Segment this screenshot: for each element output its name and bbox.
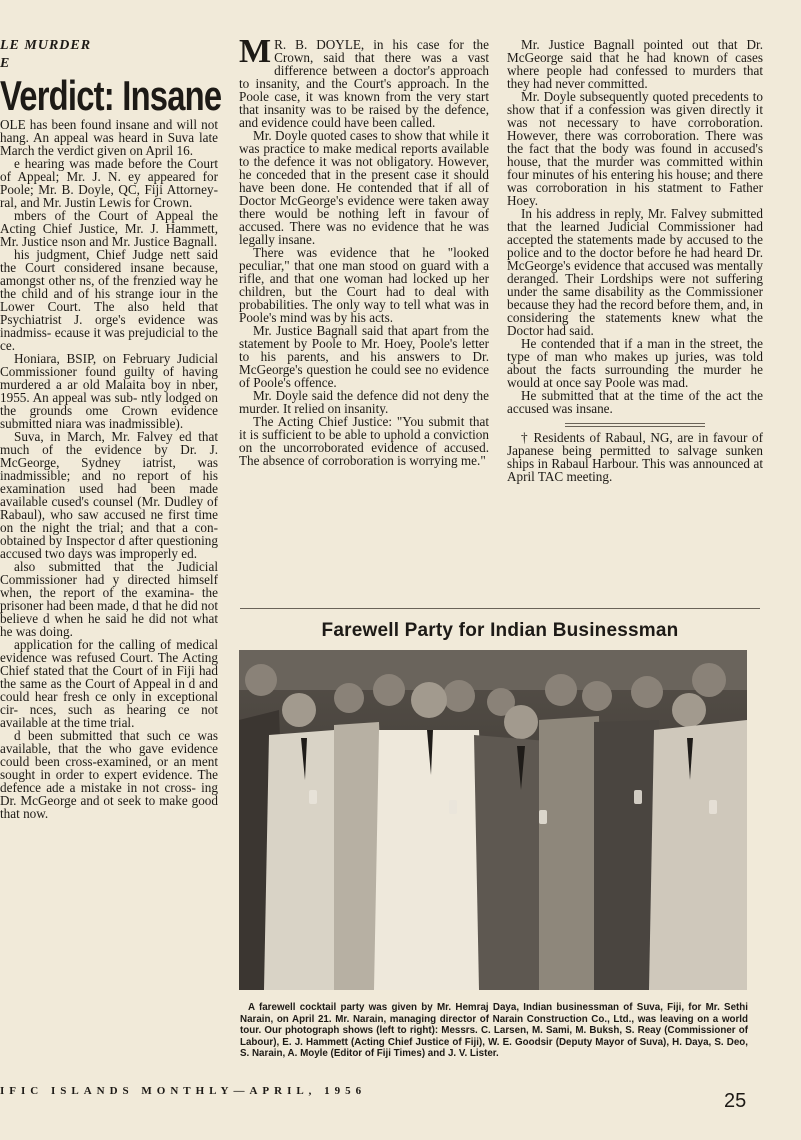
paragraph: He submitted that at the time of the act the accused was insane. — [507, 388, 763, 416]
section-kicker: LE MURDER — [0, 38, 92, 53]
paragraph: his judgment, Chief Judge nett said the Court considered insane because, amongst other ns, of the frenzied way he the child and of his strange iour in the Lower Court. The also held that Psychiatrist J. orge's evidence was inadmiss- ecause it was prejudicial to the ce. — [0, 247, 218, 353]
paragraph: Mr. Justice Bagnall said that apart from the statement by Poole to Mr. Hoey, Poole's letter to his parents, and his answers to Dr. McGeorge's question he could see no evidence of Poole's offence. — [239, 323, 489, 390]
paragraph: Honiara, BSIP, on February Judicial Commissioner found guilty of having murdered a ar old Malaita boy in nber, 1955. An appeal was sub- ntly lodged on the grounds ome Crown evidence submitted niara was inadmissible). — [0, 351, 218, 431]
paragraph: e hearing was made before the Court of Appeal; Mr. J. N. ey appeared for Poole; Mr. B. Doyle, QC, Fiji Attorney-ral, and Mr. Justin Lewis for Crown. — [0, 156, 218, 210]
paragraph: Mr. Justice Bagnall pointed out that Dr. McGeorge said that he had known of cases where people had confessed to murders that they had never committed. — [507, 37, 763, 91]
article-column-2 — [239, 33, 489, 468]
paragraph: OLE has been found insane and will not hang. An appeal was heard in Suva late March the verdict given on April 16. — [0, 118, 218, 158]
divider — [565, 423, 705, 427]
article-headline: Verdict: Insane — [0, 72, 222, 119]
section-rule — [240, 608, 760, 609]
page-number: 25 — [724, 1090, 747, 1112]
news-brief: † Residents of Rabaul, NG, are in favour of Japanese being permitted to salvage sunken ships in Rabaul Harbour. This was announced at April TAC meeting. — [507, 430, 763, 484]
paragraph: Mr. Doyle said the defence did not deny the murder. It relied on insanity. — [239, 388, 489, 416]
caption-text: A farewell cocktail party was given by Mr. Hemraj Daya, Indian businessman of Suva, Fiji, for Mr. Sethi Narain, on April 21. Mr. Narain, managing director of Narain Construction Co., Ltd., was leaving on a world tour. Our photograph shows (left to right): Messrs. C. Larsen, M. Sami, M. Buksh, S. Reay (Commissioner of Labour), E. J. Hammett (Acting Chief Justice of Fiji), W. E. Goodsir (Deputy Mayor of Suva), H. Daya, S. Deo, S. Narain, A. Moyle (Editor of Fiji Times) and J. V. Lister. — [240, 1002, 748, 1059]
article-column-1 — [0, 118, 218, 820]
photograph-image — [239, 650, 747, 990]
paragraph: also submitted that the Judicial Commissioner had y directed himself when, the report of the examina- the prisoner had been made, d that he did not believe d when he said he did not what he was doing. — [0, 559, 218, 639]
photo-caption — [240, 1002, 748, 1060]
paragraph: Suva, in March, Mr. Falvey ed that much of the evidence by Dr. J. McGeorge, Sydney iatrist, was inadmissible; and no report of his examination used had been made available cused's counsel (Mr. Dudley of Rabaul), who saw accused ne first time on the night the trial; and that a con- obtained by Inspector d after questioning accused two days was improperly ed. — [0, 429, 218, 561]
article-column-3 — [507, 38, 763, 483]
lead-paragraph — [239, 33, 489, 130]
photo-headline: Farewell Party for Indian Businessman — [321, 620, 679, 641]
running-footer: IFIC ISLANDS MONTHLY—APRIL, 1956 — [0, 1085, 367, 1097]
paragraph: In his address in reply, Mr. Falvey submitted that the learned Judicial Commissioner had accepted the statements made by accused to the police and to the doctor before he had heard Dr. McGeorge's evidence that accused was mentally deranged. Their Lordships were not suffering under the same disability as the Commissioner because they had the record before them, and, in considering the statements knew what the Doctor had said. — [507, 206, 763, 338]
section-kicker-line2: E — [0, 56, 10, 71]
paragraph: d been submitted that such ce was available, that the who gave evidence could been cross-examined, or an ment sought in order to expert evidence. The defence ade a mistake in not cross- ing Dr. McGeorge and ot seek to make good that now. — [0, 728, 218, 820]
paragraph: Mr. Doyle quoted cases to show that while it was practice to make medical reports available to the defence it was not obligatory. However, he conceded that in the present case it should have been done. He contended that if all of Doctor McGeorge's evidence were taken away there would be nothing left in favour of accused. There was no evidence that he was legally insane. — [239, 128, 489, 247]
paragraph: application for the calling of medical evidence was refused Court. The Acting Chief stated that the Court of in Fiji had the same as the Court of Appeal in d and could hear fresh ce only in exceptional cir- nces, such as hearing ce not available at the time trial. — [0, 637, 218, 730]
group-photograph — [239, 650, 747, 990]
paragraph: There was evidence that he "looked peculiar," that one man stood on guard with a rifle, and that one woman had locked up her children, but the Court had to deal with probabilities. The only way to tell what was in Poole's mind was by his acts. — [239, 245, 489, 325]
drop-cap: M — [239, 33, 272, 70]
paragraph: mbers of the Court of Appeal the Acting Chief Justice, Mr. J. Hammett, Mr. Justice nson and Mr. Justice Bagnall. — [0, 208, 218, 249]
paragraph: Mr. Doyle subsequently quoted precedents to show that if a confession was given directly it was not necessary to have corroboration. However, there was corroboration. There was the fact that the body was found in accused's house, that the murder was committed within four minutes of his entering his house; and there was corroboration in his statment to Father Hoey. — [507, 89, 763, 208]
paragraph: The Acting Chief Justice: "You submit that it is sufficient to be able to uphold a conviction on the uncorroborated evidence of accused. The absence of corroboration is worrying me." — [239, 414, 489, 468]
lead-text: R. B. DOYLE, in his case for the Crown, said that there was a vast difference between a doctor's approach to insanity, and the Court's approach. In the Poole case, it was known from the very start that insanity was to be raised by the defence, and evidence could have been called. — [239, 37, 489, 130]
paragraph: He contended that if a man in the street, the type of man who makes up juries, was told about the facts surrounding the murder he would at once say Poole was mad. — [507, 336, 763, 390]
